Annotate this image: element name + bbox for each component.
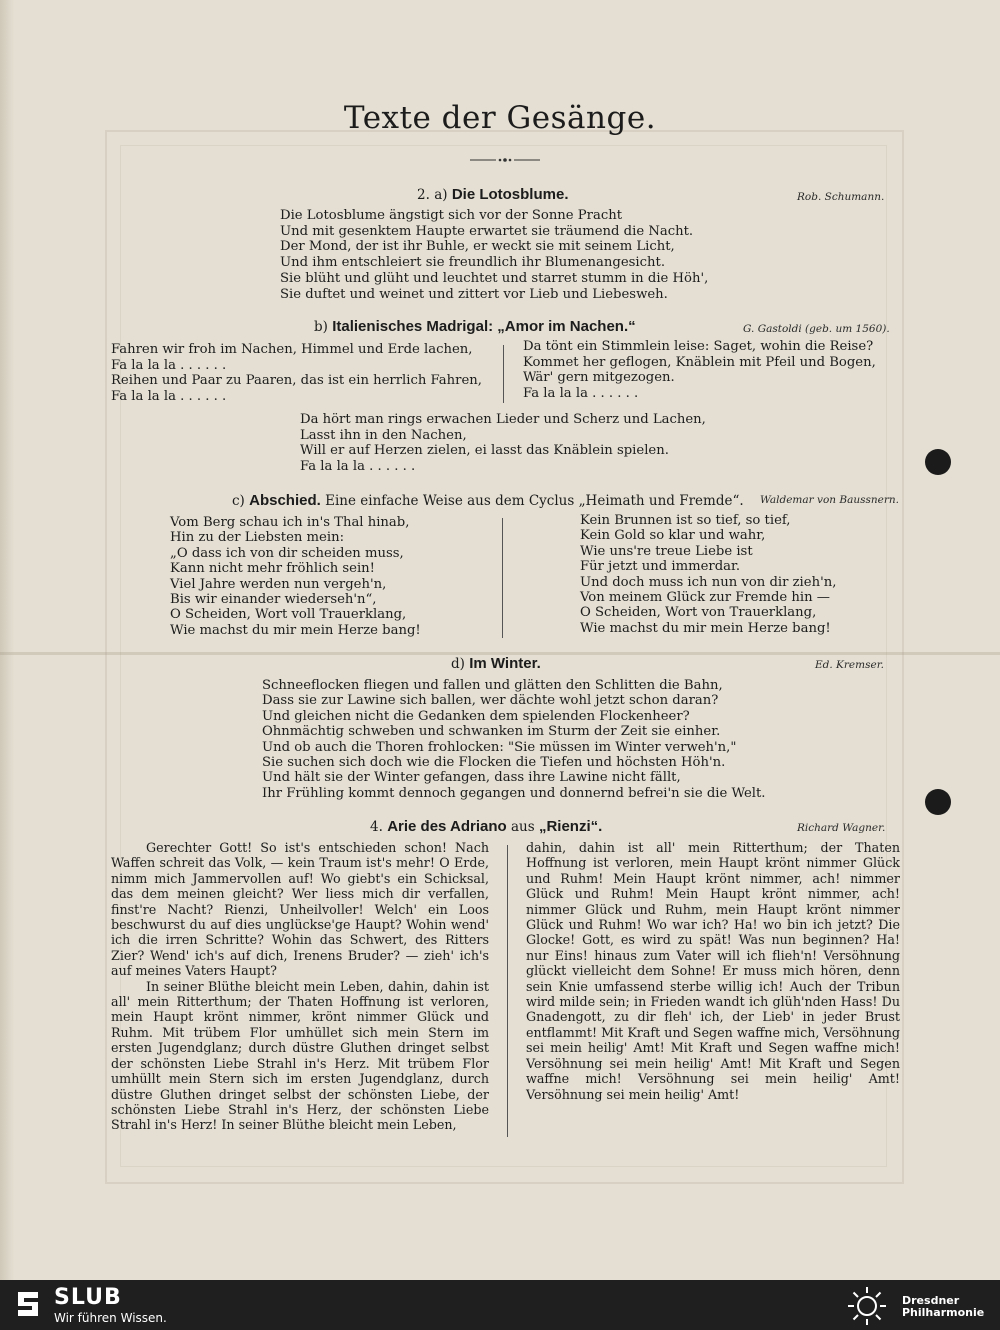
section-letter: d) [451,656,465,672]
page-edge [0,0,14,1280]
opera-title: „Rienzi“. [538,818,603,835]
aria-paragraph: In seiner Blüthe bleicht mein Leben, dahin, dahin ist all' mein Ritterthum; der Thaten Hoffnung ist verloren, mein Haupt krönt nimmer, krönt nimmer Glück und Ruhm. Mit trübem Flor umhüllet sich mein Stern im ersten Jugendglanz; durch düstre Gluthen dringet selbst der schönsten Liebe Strahl in's Herz. Mit trübem Flor umhüllt mein Stern sich im ersten Jugendglanz, durch düstre Gluthen dringet selbst der schönsten Liebe, der schönsten Liebe Strahl in's Herz, der schönsten Liebe Strahl in's Herz! In seiner Blüthe bleicht mein Leben, [111,978,489,1133]
aria-paragraph: Gerechter Gott! So ist's entschieden schon! Nach Waffen schreit das Volk, — kein Traum ist's mehr! O Erde, nimm mich Jammervollen auf! Wo giebt's ein Schicksal, das dem meinen gleicht? Wer liess mich dir verfallen, finst're Nacht? Rienzi, Unheilvoller! Welch' ein Loos beschwurst du auf dies unglückse'ge Haupt? Wohin wend' ich die irren Schritte? Wohin das Schwert, des Ritters Zier? Wend' ich's auf dich, Irenens Bruder? — zieh' ich's auf meines Vaters Haupt? [111,840,489,979]
aria-paragraph: dahin, dahin ist all' mein Ritterthum; der Thaten Hoffnung ist verloren, mein Haupt krönt nimmer Glück und Ruhm! Mein Haupt krönt nimmer, ach! nimmer Glück und Ruhm! Mein Haupt krönt nimmer, ach! nimmer Glück und Ruhm, mein Haupt krönt nimmer Glück und Ruhm! Wo war ich? Ha! wo bin ich jetzt? Die Glocke! Gott, es wird zu spät! Was nun beginnen? Ha! nur Eins! hinaus zum Vater will ich flieh'n! Versöhnung glückt vielleicht dem Sohne! Er muss mich hören, denn sein Knie umfassend sterbe willig ich! Auch der Tribun wird milde sein; in Frieden wandt ich glüh'nden Hass! Du Gnadengott, zu dir fleh' ich, der Lieb' in jeder Brust entflammt! Mit Kraft und Segen waffne mich, Versöhnung sei mein heilig' Amt! Mit Kraft und Segen waffne mich! Versöhnung sei mein heilig' Amt! Mit Kraft und Segen waffne mich! Versöhnung sei mein heilig' Amt! Versöhnung sei mein heilig' Amt! [526,840,900,1102]
song-title: Arie des Adriano [387,818,507,835]
section-letter: a) [434,187,448,203]
philharmonie-logo-icon [842,1283,892,1329]
song-title: Die Lotosblume. [451,186,569,203]
section-letter: c) [232,493,245,509]
lotosblume-text: Die Lotosblume ängstigt sich vor der Sonne Pracht Und mit gesenktem Haupte erwartet sie träumend die Nacht. Der Mond, der ist ihr Buhle, er weckt sie mit seinem Licht, Und ihm entschleiert sie freundlich ihr Blumenangesicht. Sie blüht und glüht und leuchtet und starret stumm in die Höh', Sie duftet und weinet und zittert vor Lieb und Liebesweh. [280,208,709,302]
abschied-right-column: Kein Brunnen ist so tief, so tief, Kein Gold so klar und wahr, Wie uns're treue Liebe ist Für jetzt und immerdar. Und doch muss ich nun von dir zieh'n, Von meinem Glück zur Fremde hin — O Scheiden, Wort von Trauerklang, Wie machst du mir mein Herze bang! [580,513,837,636]
song-title: Italienisches Madrigal: „Amor im Nachen.“ [332,318,636,335]
slub-brand: SLUB [54,1285,122,1310]
column-divider [507,845,508,1137]
lotosblume-composer: Rob. Schumann. [797,191,885,203]
abschied-composer: Waldemar von Baussnern. [760,494,899,506]
slub-tagline: Wir führen Wissen. [54,1311,167,1325]
section-letter: b) [314,319,328,335]
adriano-left-column [111,840,489,1133]
section-number: 4. [370,819,383,835]
punch-hole-top [925,449,951,475]
partner-line-2: Philharmonie [902,1306,985,1319]
slub-logo-icon [14,1289,42,1319]
punch-hole-bottom [925,789,951,815]
abschied-heading [232,492,744,509]
winter-heading [451,655,541,672]
philharmonie-brand [902,1295,984,1319]
divider-ornament [470,156,540,164]
section-number: 2. [417,187,430,203]
adriano-composer: Richard Wagner. [797,822,886,834]
madrigal-heading [314,318,636,335]
madrigal-composer: G. Gastoldi (geb. um 1560). [743,323,890,335]
column-divider [502,518,503,638]
song-title: Abschied. [249,492,321,509]
madrigal-refrain: Da hört man rings erwachen Lieder und Scherz und Lachen, Lasst ihn in den Nachen, Will er auf Herzen zielen, ei lasst das Knäblein spielen. Fa la la la . . . . . . [300,412,706,475]
song-subtitle: Eine einfache Weise aus dem Cyclus „Heimath und Fremde“. [325,493,744,509]
song-title: Im Winter. [469,655,541,672]
madrigal-left-column: Fahren wir froh im Nachen, Himmel und Erde lachen, Fa la la la . . . . . . Reihen und Paar zu Paaren, das ist ein herrlich Fahren, Fa la la la . . . . . . [111,342,482,405]
lotosblume-heading [417,186,569,203]
winter-composer: Ed. Kremser. [815,659,884,671]
adriano-heading [370,818,602,835]
madrigal-right-column: Da tönt ein Stimmlein leise: Saget, wohin die Reise? Kommet her geflogen, Knäblein mit Pfeil und Bogen, Wär' gern mitgezogen. Fa la la la . . . . . . [523,339,876,402]
winter-text: Schneeflocken fliegen und fallen und glätten den Schlitten die Bahn, Dass sie zur Lawine sich ballen, wer dächte wohl jetzt schon daran? Und gleichen nicht die Gedanken dem spielenden Flockenheer? Ohnmächtig schweben und schwanken im Sturm der Zeit sie einher. Und ob auch die Thoren frohlocken: "Sie müssen im Winter verweh'n," Sie suchen sich doch wie die Flocken die Tiefen und höchsten Höh'n. Und hält sie der Winter gefangen, dass ihre Lawine nicht fällt, Ihr Frühling kommt dennoch gegangen und donnernd befrei'n sie die Welt. [262,678,766,801]
column-divider [503,345,504,403]
abschied-left-column: Vom Berg schau ich in's Thal hinab, Hin zu der Liebsten mein: „O dass ich von dir scheiden muss, Kann nicht mehr fröhlich sein! Viel Jahre werden nun vergeh'n, Bis wir einander wiederseh'n“, O Scheiden, Wort voll Trauerklang, Wie machst du mir mein Herze bang! [170,515,421,638]
page-title: Texte der Gesänge. [343,100,657,136]
partner-line-1: Dresdner [902,1294,960,1307]
adriano-right-column [526,840,900,1102]
title-connector: aus [510,819,535,835]
